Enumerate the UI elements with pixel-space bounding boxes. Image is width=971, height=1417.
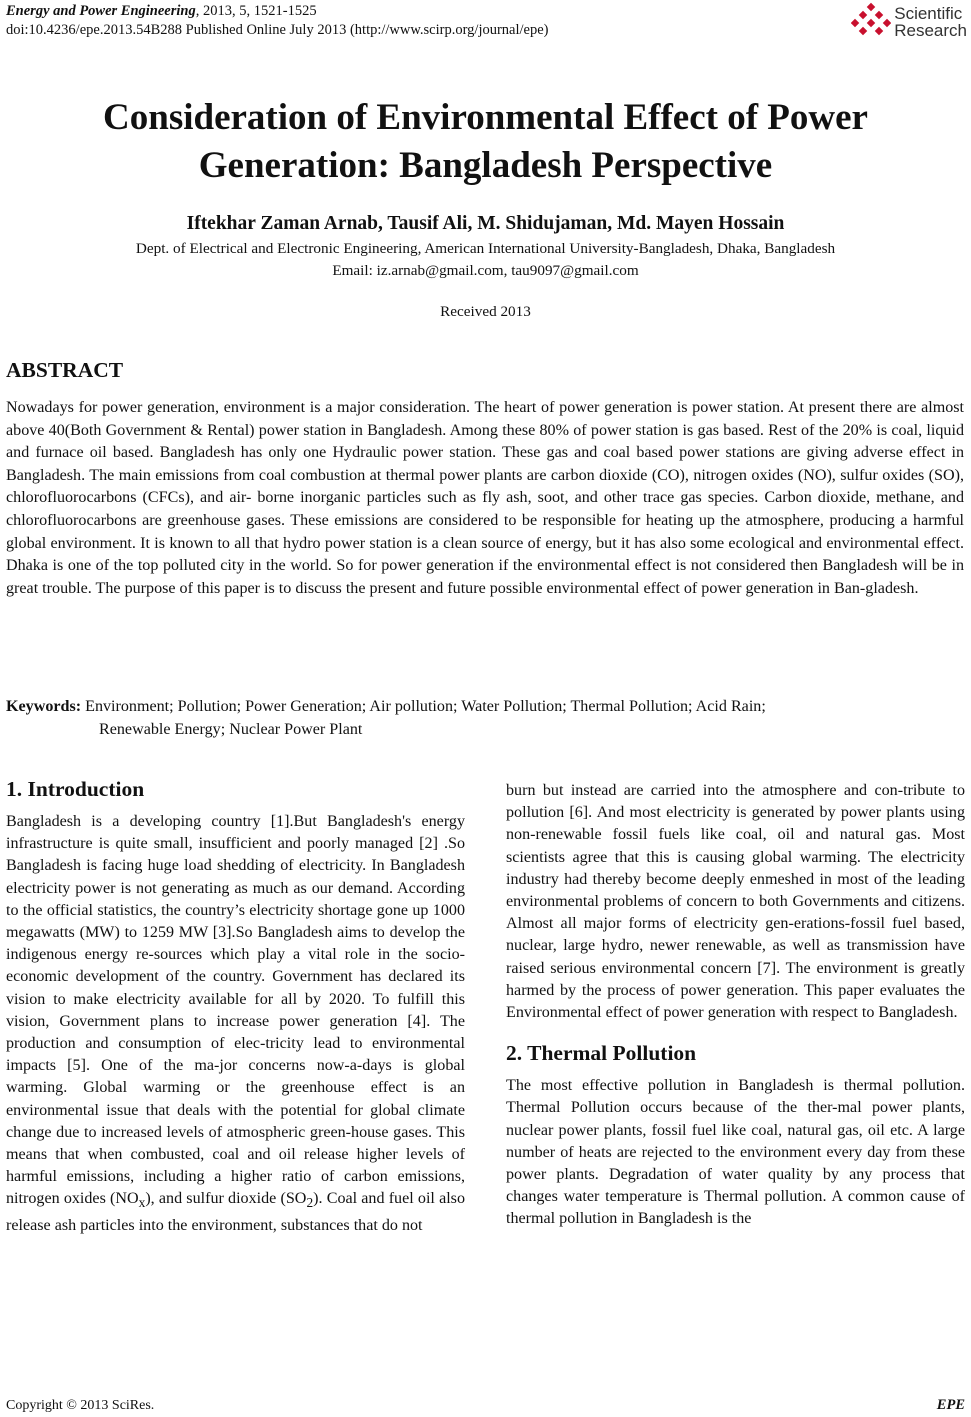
keywords-label: Keywords: xyxy=(6,698,82,715)
affiliation: Dept. of Electrical and Electronic Engineering, American International University-Bangladesh, Dhaka, Bangladesh xyxy=(135,240,836,257)
section-1-continuation: burn but instead are carried into the atmosphere and con-tribute to pollution [6]. And most electricity is generated by power plants using non-renewable fossil fuels like coal, oil and natural gas. Most scientists agree that this is causing global warming. The electricity industry had thereby become deeply enmeshed in most of the leading environmental problems of concern to both Governments and citizens. Almost all major forms of electricity gen-erations-fossil fuel based, nuclear, large hydro, newer renewable, as well as transmission have raised serious environmental concern [7]. The environment is greatly harmed by the process of power generation. This paper evaluates the Environmental effect of power generation with respect to Bangladesh. xyxy=(506,782,965,1022)
subscript-x: x xyxy=(138,1195,146,1211)
copyright-footer: Copyright © 2013 SciRes. xyxy=(6,1398,155,1413)
keywords xyxy=(6,696,966,741)
authors: Iftekhar Zaman Arnab, Tausif Ali, M. Shidujaman, Md. Mayen Hossain xyxy=(186,213,785,234)
logo-text-research: Research xyxy=(894,21,967,40)
section-1-heading: 1. Introduction xyxy=(6,777,145,801)
keywords-line-2: Renewable Energy; Nuclear Power Plant xyxy=(99,720,363,738)
section-1-text-a: Bangladesh is a developing country [1].But Bangladesh's energy infrastructure is quite small, insufficient and poorly managed [2] .So Bangladesh is facing huge load shedding of electricity. In Bangladesh electricity power is not generating as much as our demand. According to the official statistics, the country’s electricity shortage gone up 1000 megawatts (MW) to 1259 MW [3].So Bangladesh aims to develop the indigenous energy re-sources which play a vital role in the socio-economic development of the country. Government has declared its vision to make electricity available for all by 2020. To fulfill this vision, Government plans to increase power generation [4]. The production and consumption of elec-tricity lead to environmental impacts [5]. One of the ma-jor concerns now-a-days is global warming. Global warming or the greenhouse effect is an environmental issue that deals with the potential for global climate change due to increased levels of atmospheric green-house gases. This means that when combusted, coal and oil release higher levels of harmful emissions, including a higher ratio of carbon emissions, nitrogen oxides (NO xyxy=(6,813,465,1208)
right-column xyxy=(506,780,965,1231)
left-column xyxy=(6,776,465,1237)
journal-citation: , 2013, 5, 1521-1525 xyxy=(195,3,317,19)
section-2-heading: 2. Thermal Pollution xyxy=(506,1041,697,1066)
abstract-text: Nowadays for power generation, environment is a major consideration. The heart of power generation is power station. At present there are almost above 40(Both Government & Rental) power station in Bangladesh. Among these 80% of power station is gas based. Rest of the 20% is coal, liquid and furnace oil based. Bangladesh has only one Hydraulic power station. These gas and coal based power stations are giving adverse effect in Bangladesh. The main emissions from coal combustion at thermal power plants are carbon dioxide (CO), nitrogen oxides (NO), sulfur oxides (SO), chlorofluorocarbons (CFCs), and air- borne inorganic particles such as fly ash, soot, and other trace gas species. Carbon dioxide, methane, and chlorofluorocarbons are greenhouse gases. These emissions are considered to be responsible for heating up the atmosphere, producing a harmful global environment. It is known to all that hydro power station is a clean source of energy, but it has also some ecological and environmental effect. Dhaka is one of the top polluted city in the world. So for power generation if the environmental effect is not considered then Bangladesh will be in great trouble. The purpose of this paper is to discuss the present and future possible environmental effect of power generation in Ban-gladesh. xyxy=(6,399,964,597)
running-header xyxy=(6,2,549,40)
logo-text-scientific: Scientific xyxy=(894,4,963,23)
title-line-1: Consideration of Environmental Effect of Power xyxy=(103,97,868,138)
title-line-2: Generation: Bangladesh Perspective xyxy=(198,145,773,186)
email: Email: iz.arnab@gmail.com, tau9097@gmail.com xyxy=(332,262,639,279)
doi-line: doi:10.4236/epe.2013.54B288 Published Online July 2013 (http://www.scirp.org/journal/epe) xyxy=(6,22,549,38)
section-1-paragraph xyxy=(6,811,465,1237)
abstract-heading: ABSTRACT xyxy=(6,358,124,382)
received-date: Received 2013 xyxy=(440,303,531,320)
section-1-text-c: ). Coal and fuel oil also release ash particles into the environment, substances that do not xyxy=(6,1190,465,1234)
publisher-logo xyxy=(851,2,967,42)
journal-name: Energy and Power Engineering xyxy=(6,3,196,19)
journal-abbrev-footer: EPE xyxy=(936,1397,965,1413)
subscript-2: 2 xyxy=(306,1195,314,1211)
section-2-paragraph: The most effective pollution in Bangladesh is thermal pollution. Thermal Pollution occurs because of the ther-mal power plants, nuclear power plants, fossil fuel like coal, natural gas, oil etc. A large number of heats are rejected to the environment every day from these power plants. Degradation of water quality by any process that changes water temperature is Thermal pollution. A common cause of thermal pollution in Bangladesh is the xyxy=(506,1077,965,1228)
scirp-logo-icon xyxy=(851,2,891,42)
paper-title xyxy=(0,94,971,190)
section-1-text-b: ), and sulfur dioxide (SO xyxy=(145,1190,307,1208)
keywords-line-1: Environment; Pollution; Power Generation; Air pollution; Water Pollution; Thermal Pollution; Acid Rain; xyxy=(81,698,766,715)
